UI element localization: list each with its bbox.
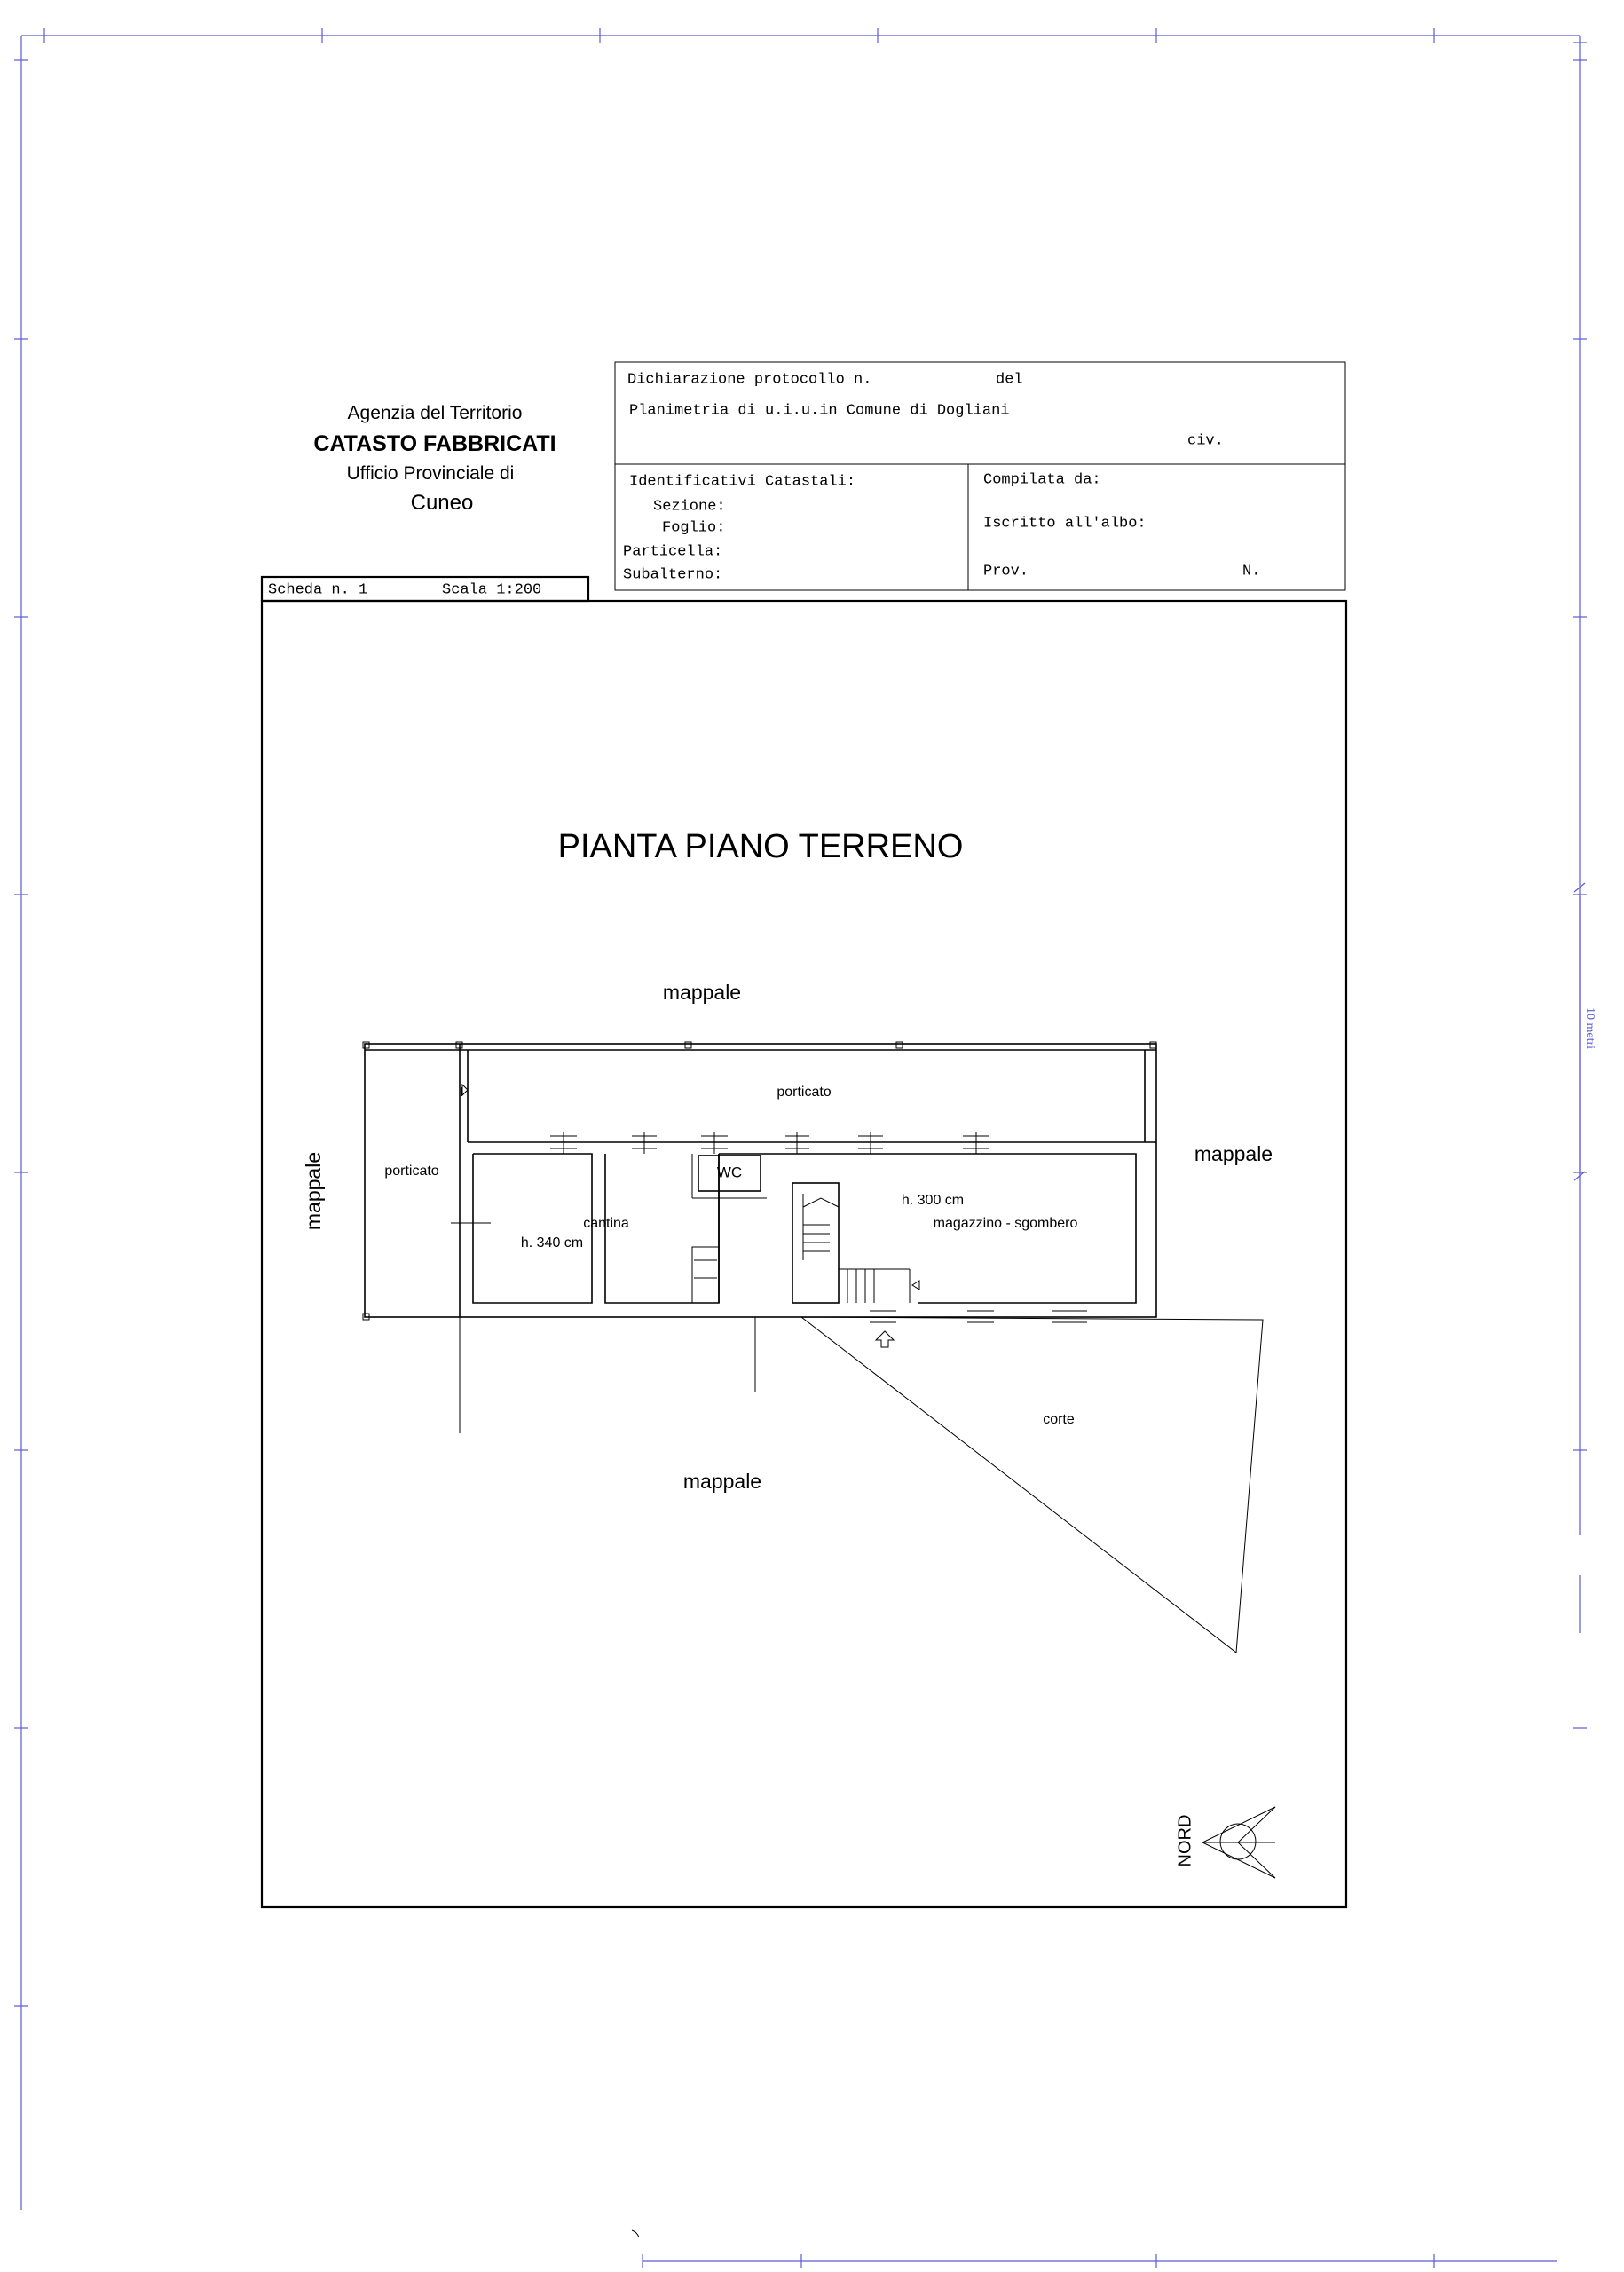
- magazzino-label: magazzino - sgombero: [933, 1216, 1078, 1232]
- agency-block: [313, 403, 556, 515]
- agency-name: Agenzia del Territorio: [347, 403, 523, 423]
- identificativi-label: Identificativi Catastali:: [629, 473, 856, 491]
- corte-label: corte: [1043, 1412, 1075, 1428]
- door-arrow-icon-left: [462, 1085, 468, 1095]
- floor-plan: [363, 1042, 1263, 1653]
- iscritto-label: Iscritto all'albo:: [983, 515, 1147, 532]
- mappale-right-label: mappale: [1194, 1142, 1273, 1166]
- cantina-height-label: h. 340 cm: [520, 1235, 584, 1251]
- catasto-title: CATASTO FABBRICATI: [313, 431, 556, 456]
- door-arrow-icon: [912, 1281, 919, 1290]
- porticato-top-label: porticato: [777, 1085, 832, 1100]
- scale-bar: [1574, 883, 1596, 1180]
- mappale-bottom-label: mappale: [682, 1470, 762, 1494]
- civ-label: civ.: [1187, 432, 1224, 450]
- header-form: [615, 362, 1345, 590]
- n-label: N.: [1242, 563, 1261, 580]
- del-label: del: [996, 371, 1023, 389]
- protocol-label: Dichiarazione protocollo n.: [627, 371, 872, 389]
- mappale-left-label: mappale: [302, 1151, 326, 1231]
- wc-label: WC: [716, 1164, 743, 1181]
- scheda-label: Scheda n. 1: [268, 581, 368, 599]
- bottom-mark: [632, 2230, 639, 2237]
- scala-label: Scala 1:200: [442, 581, 542, 599]
- plan-title: PIANTA PIANO TERRENO: [557, 828, 964, 865]
- office-city: Cuneo: [410, 491, 474, 515]
- sezione-label: Sezione:: [653, 498, 726, 516]
- subalterno-label: Subalterno:: [623, 566, 723, 584]
- north-arrow-icon: [1202, 1807, 1275, 1878]
- mappale-top-label: mappale: [662, 981, 742, 1005]
- scale-bar-label: 10 metri: [1583, 1007, 1596, 1050]
- scheda-box: [262, 577, 588, 601]
- nord-label: NORD: [1175, 1814, 1195, 1867]
- prov-label: Prov.: [983, 563, 1029, 580]
- drawing-frame: [262, 601, 1346, 1907]
- magazzino-height-label: h. 300 cm: [901, 1193, 965, 1209]
- office-label: Ufficio Provinciale di: [346, 463, 515, 484]
- particella-label: Particella:: [623, 543, 723, 561]
- foglio-label: Foglio:: [662, 519, 726, 537]
- porticato-left-label: porticato: [384, 1164, 439, 1179]
- cantina-label: cantina: [583, 1216, 629, 1232]
- entrance-arrow-icon: [876, 1331, 894, 1347]
- compilata-label: Compilata da:: [983, 471, 1101, 489]
- planimetria-label: Planimetria di u.i.u.in Comune di Dogliani: [629, 402, 1010, 420]
